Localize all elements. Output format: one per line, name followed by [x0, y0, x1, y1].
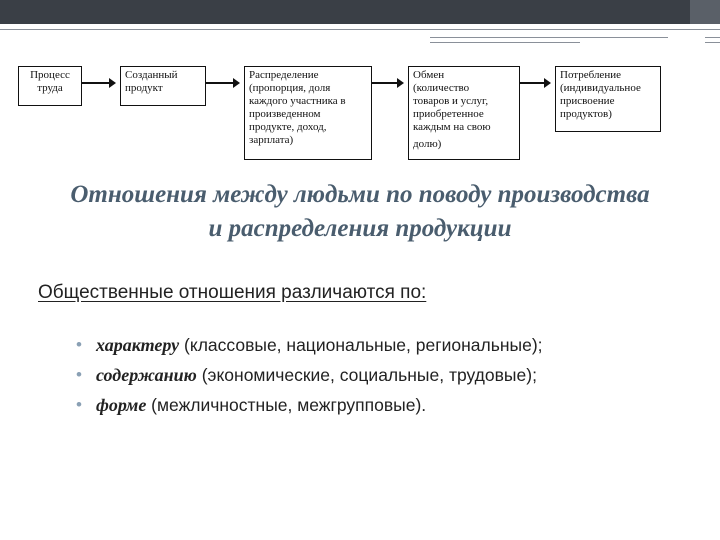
list-item [70, 360, 543, 390]
flow-box-text: Распределение (пропорция, доля каждого участника в произведенном продукте, доход, зарплата) [249, 69, 346, 146]
slide-heading [0, 178, 720, 246]
flow-box-labor-process [18, 66, 82, 106]
bullet-icon: • [76, 395, 82, 414]
flow-box-text: Обмен (количество товаров и услуг, приобретенное каждым на свою [413, 69, 491, 133]
flow-box-text: Потребление (индивидуальное присвоение продуктов) [560, 69, 641, 120]
decorative-line [705, 42, 720, 43]
flow-arrow [82, 82, 114, 84]
slide-heading-line1: Отношения между людьми по поводу производства [70, 181, 650, 208]
flow-box-text: Процесс труда [30, 69, 70, 94]
bullet-term: содержанию [96, 365, 197, 385]
flow-arrow [520, 82, 549, 84]
flow-arrow [372, 82, 402, 84]
header-band-end [690, 0, 720, 24]
flow-box-text-end: долю) [413, 138, 442, 150]
bullet-text: (классовые, национальные, региональные); [179, 335, 543, 355]
flow-box-distribution [244, 66, 372, 160]
flow-box-text: Созданный продукт [125, 69, 178, 94]
slide-subheading: Общественные отношения различаются по: [38, 282, 427, 303]
flow-box-consumption [555, 66, 661, 132]
flow-arrow [206, 82, 238, 84]
bullet-list [70, 330, 543, 420]
bullet-text: (экономические, социальные, трудовые); [196, 365, 537, 385]
slide-heading-line2: и распределения продукции [208, 215, 512, 242]
bullet-term: характеру [96, 335, 180, 355]
list-item [70, 390, 543, 420]
bullet-icon: • [76, 335, 82, 354]
decorative-line [0, 29, 720, 30]
bullet-icon: • [76, 365, 82, 384]
bullet-text: (межличностные, межгрупповые). [146, 395, 427, 415]
decorative-line [430, 37, 668, 38]
flow-box-created-product [120, 66, 206, 106]
flow-box-exchange [408, 66, 520, 160]
bullet-term: форме [96, 395, 147, 415]
list-item [70, 330, 543, 360]
decorative-line [430, 42, 580, 43]
decorative-line [705, 37, 720, 38]
header-band-dark [0, 0, 690, 24]
